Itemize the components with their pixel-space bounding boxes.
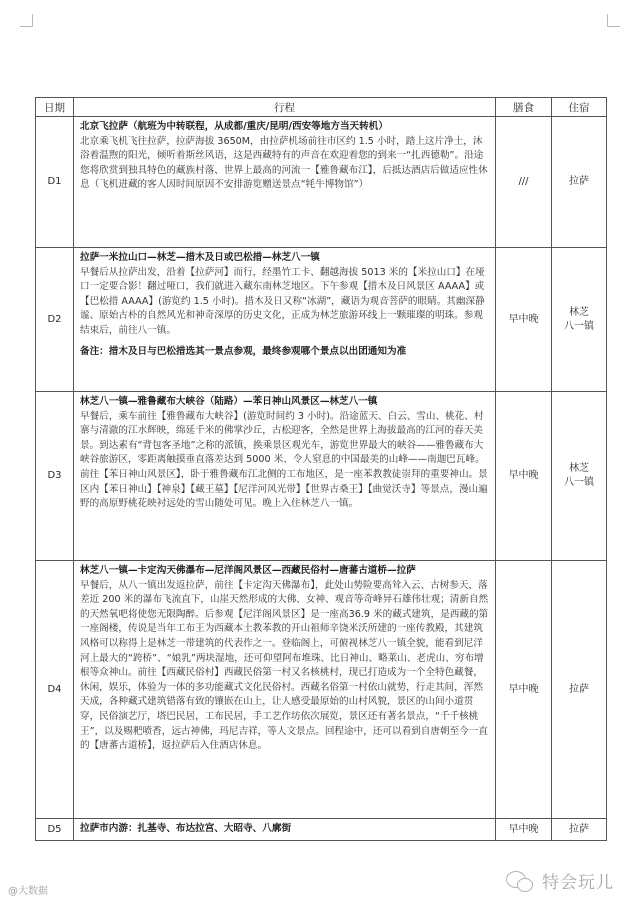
brand-name: 特会玩儿: [542, 873, 614, 893]
table-row: [36, 561, 607, 819]
itinerary-cell: [74, 819, 496, 841]
day-cell: D5: [36, 819, 74, 841]
meals-cell: 早中晚: [496, 819, 552, 841]
itinerary-title: 北京飞拉萨（航班为中转联程，从成都/重庆/昆明/西安等地方当天转机）: [80, 121, 388, 132]
table-row: [36, 248, 607, 392]
itinerary-title: 拉萨市内游：扎基寺、布达拉宫、大昭寺、八廓街: [80, 823, 292, 835]
table-row: [36, 819, 607, 841]
itinerary-note: 备注：措木及日与巴松措选其一景点参观，最终参观哪个景点以出团通知为准: [80, 345, 407, 357]
meals-cell: ///: [496, 117, 552, 248]
header-itinerary: 行程: [74, 98, 496, 117]
header-meals: 膳食: [496, 98, 552, 117]
itinerary-description: 早餐后，从八一镇出发返拉萨，前往【卡定沟天佛瀑布】，此处山势险要高耸入云、古树参天，落差近 200 米的瀑布飞流直下，山崖天然形成的大佛、女神、观音等奇峰异石雄伟壮观；清新自然的天然氧吧将使您无限陶醉。后参观【尼洋阁风景区】是一座高36.9 米的藏式建筑，是西藏的第一座阁楼，传说是当年工布王为西藏本土教苯教的开山祖师辛饶米沃所建的一座传教殿，其建筑风格可以称得上是林芝一带建筑的代表作之一。登临阁上，可俯视林芝八一镇全貌，能看到尼洋河上最大的“跨桥”、“娘乳”两块湿地，还可仰望阿布堆珠、比日神山、略莱山、老虎山、穷布增根等众神山。前往【西藏民俗村】西藏民俗第一村又名核桃村，现已打造成为一个全特色藏餐，休闲，娱乐，体验为一体的多功能藏式文化民俗村。西藏名俗第一村依山就势，行走其间，浑然天成，各种藏式建筑错落有致的镶嵌在山上，让人感受最原始的山村风貌，景区的山间小道贯穿，民俗演艺厅，塔巴民居，工布民居，手工艺作坊依次展览，景区还有著名景点，“千千核桃王”，以及赐粑喷香，远古神佛，玛尼吉祥，等人文景点。回程途中，还可以看到自唐朝至今一直的【唐蕃古道桥】，返拉萨后入住酒店休息。: [80, 579, 489, 752]
meals-cell: 早中晚: [496, 248, 552, 392]
itinerary-title: 拉萨一米拉山口—林芝—措木及日或巴松措—林芝八一镇: [80, 252, 320, 263]
wechat-bubble-icon: [506, 869, 534, 893]
source-watermark: @大数据: [8, 886, 48, 897]
lodging-cell: 林芝 八一镇: [552, 248, 607, 392]
lodging-cell: 林芝 八一镇: [552, 392, 607, 561]
table-row: [36, 392, 607, 561]
lodging-cell: 拉萨: [552, 819, 607, 841]
itinerary-cell: [74, 392, 496, 561]
crop-mark-left: [20, 14, 33, 27]
crop-mark-right: [607, 14, 620, 27]
itinerary-title: 林芝八一镇—雅鲁藏布大峡谷（陆路）—苯日神山风景区—林芝八一镇: [80, 396, 378, 407]
itinerary-description: 早餐后从拉萨出发，沿着【拉萨河】而行，经墨竹工卡、翻越海拔 5013 米的【米拉山口】在垭口一定要合影！翻过哑口，我们就进入藏东南林芝地区。下午参观【措木及日风景区 AAAA】或【巴松措 AAAA】(游览约 1.5 小时)。措木及日又称“冰湖”，藏语为观音菩萨的眼睛。其幽深静谧、原始古朴的自然风光和神奇深厚的历史文化，正成为林芝旅游环线上一颗璀璨的明珠。参观结束后，前往八一镇。: [80, 266, 485, 336]
lodging-cell: 拉萨: [552, 117, 607, 248]
brand-watermark: [506, 868, 614, 893]
lodging-cell: 拉萨: [552, 561, 607, 819]
meals-cell: 早中晚: [496, 392, 552, 561]
itinerary-description: 早餐后，乘车前往【雅鲁藏布大峡谷】(游览时间约 3 小时)。沿途蓝天、白云、雪山、桃花、村寨与清澈的江水辉映，绵延千米的佛掌沙丘，古松迎客，全然是世界上海拔最高的江河的春天美景。到达素有“背包客圣地”之称的派镇，换乘景区观光车，游览世界最大的峡谷——雅鲁藏布大峡谷旅游区，零距离触摸垂直落差达到 5000 米、令人窒息的中国最美的山峰——南迦巴瓦峰。前往【苯日神山风景区】，卧于雅鲁藏布江北侧的工布地区，是一座苯教教徒崇拜的重要神山。景区内【苯日神山】【神泉】【藏王墓】【尼洋河风光带】【世界古桑王】【曲觉沃寺】等景点，漫山遍野的高原野桃花映衬远处的雪山随处可见。晚上入住林芝八一镇。: [80, 410, 488, 510]
day-cell: D3: [36, 392, 74, 561]
day-cell: D1: [36, 117, 74, 248]
itinerary-description: 北京乘飞机飞往拉萨，拉萨海拔 3650M，由拉萨机场前往市区约 1.5 小时，踏上这片净土，沐浴着温煦的阳光，倾听着斯丝风语，这是西藏特有的声音在欢迎着您的到来一“扎西德勒”。沿途您将欣赏到独具特色的藏族村落、世界上最高的河流一【雅鲁藏布江】，后抵达酒店后做适应性休息（飞机进藏的客人因时间原因不安排游览赠送景点“牦牛博物馆”）: [80, 135, 488, 191]
meals-cell: 早中晚: [496, 561, 552, 819]
day-cell: D2: [36, 248, 74, 392]
table-header-row: [36, 98, 607, 117]
header-date: 日期: [36, 98, 74, 117]
itinerary-title: 林芝八一镇—卡定沟天佛瀑布—尼洋阁风景区—西藏民俗村—唐蕃古道桥—拉萨: [80, 565, 416, 576]
itinerary-cell: [74, 248, 496, 392]
itinerary-cell: [74, 561, 496, 819]
table-row: [36, 117, 607, 248]
itinerary-table: [35, 97, 607, 841]
header-lodging: 住宿: [552, 98, 607, 117]
itinerary-cell: [74, 117, 496, 248]
day-cell: D4: [36, 561, 74, 819]
